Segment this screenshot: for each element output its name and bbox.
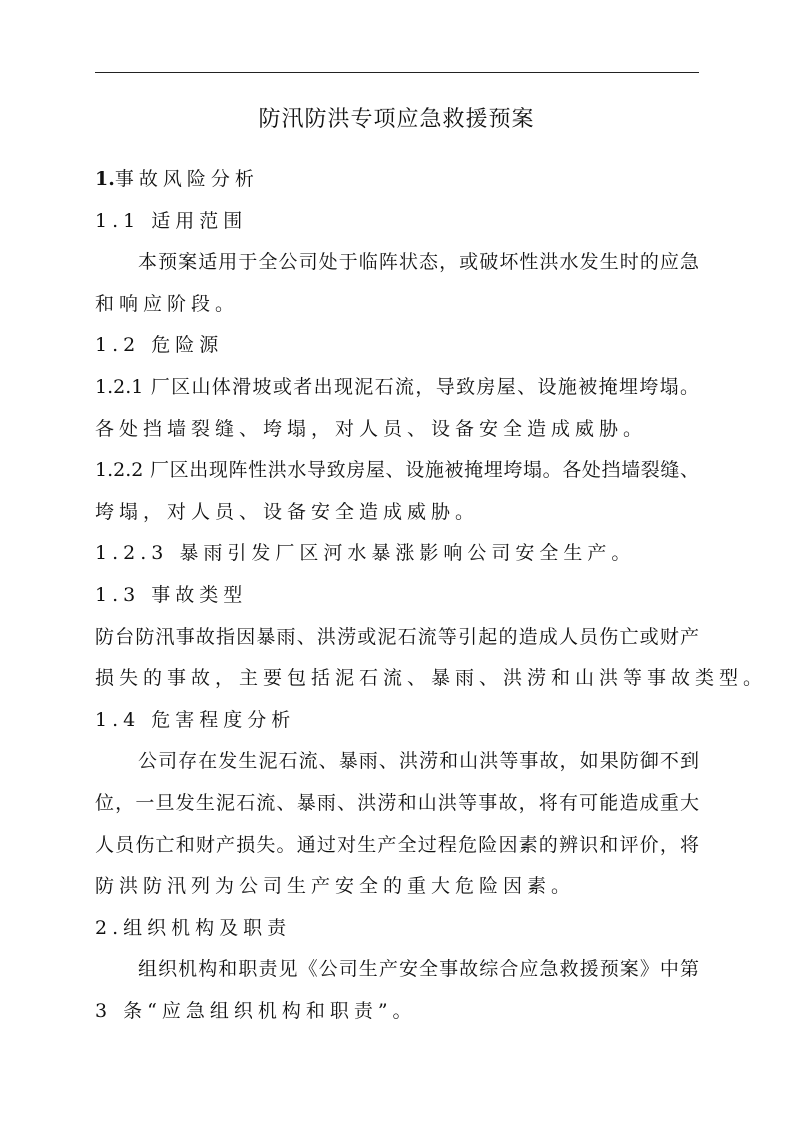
subsection-heading: 1.4 危害程度分析 bbox=[95, 708, 296, 731]
header-rule bbox=[95, 72, 699, 73]
paragraph-line: 各处挡墙裂缝、垮塌，对人员、设备安全造成威胁。 bbox=[95, 417, 648, 440]
paragraph-line: 和响应阶段。 bbox=[95, 292, 240, 315]
document-title: 防汛防洪专项应急救援预案 bbox=[258, 107, 535, 132]
section-heading bbox=[95, 159, 699, 201]
paragraph-line: 公司存在发生泥石流、暴雨、洪涝和山洪等事故，如果防御不到 bbox=[138, 750, 699, 773]
paragraph-line: 1.2.3 暴雨引发厂区河水暴涨影响公司安全生产。 bbox=[95, 542, 636, 565]
paragraph-line: 3 条“应急组织机构和职责”。 bbox=[95, 999, 417, 1022]
paragraph-line: 组织机构和职责见《公司生产安全事故综合应急救援预案》中第 bbox=[138, 958, 699, 981]
section-number: 1. bbox=[95, 168, 115, 190]
paragraph-line: 损失的事故，主要包括泥石流、暴雨、洪涝和山洪等事故类型。 bbox=[95, 667, 768, 690]
paragraph-line: 位，一旦发生泥石流、暴雨、洪涝和山洪等事故，将有可能造成重大 bbox=[95, 791, 699, 814]
paragraph-line: 人员伤亡和财产损失。通过对生产全过程危险因素的辨识和评价，将 bbox=[95, 833, 699, 856]
paragraph-line: 垮塌，对人员、设备安全造成威胁。 bbox=[95, 500, 480, 523]
subsection-heading: 1.3 事故类型 bbox=[95, 583, 248, 606]
paragraph-line: 防台防汛事故指因暴雨、洪涝或泥石流等引起的造成人员伤亡或财产 bbox=[95, 625, 699, 648]
paragraph-line: 本预案适用于全公司处于临阵状态，或破坏性洪水发生时的应急 bbox=[138, 251, 699, 274]
document-body bbox=[95, 159, 768, 1032]
paragraph-line: 防洪防汛列为公司生产安全的重大危险因素。 bbox=[95, 875, 576, 898]
section-heading: 2.组织机构及职责 bbox=[95, 916, 292, 939]
subsection-heading: 1.1 适用范围 bbox=[95, 209, 248, 232]
subsection-heading: 1.2 危险源 bbox=[95, 334, 224, 357]
paragraph-line: 1.2.1 厂区山体滑坡或者出现泥石流，导致房屋、设施被掩埋垮塌。 bbox=[95, 375, 699, 398]
paragraph-line: 1.2.2 厂区出现阵性洪水导致房屋、设施被掩埋垮塌。各处挡墙裂缝、 bbox=[95, 459, 699, 482]
section-title: 事故风险分析 bbox=[114, 168, 259, 190]
